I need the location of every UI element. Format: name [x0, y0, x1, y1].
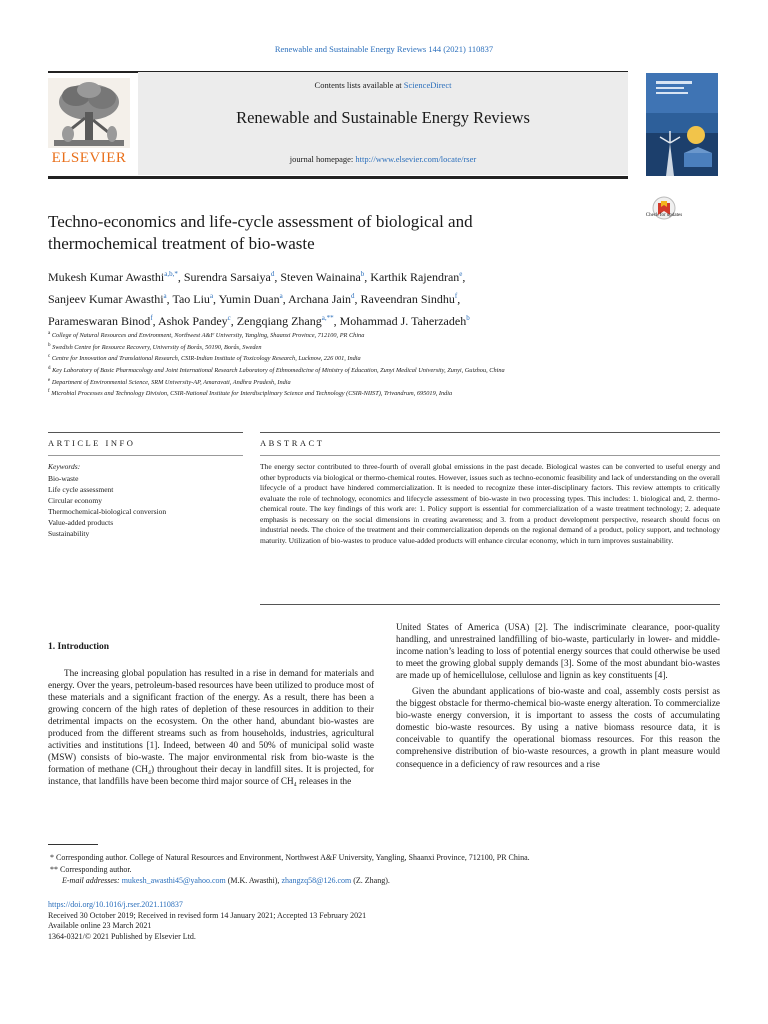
email-label: E-mail addresses:	[62, 876, 120, 885]
keyword-item: Thermochemical-biological conversion	[48, 507, 167, 517]
author-name[interactable]: Sanjeev Kumar Awasthi	[48, 292, 164, 306]
author-affiliation-marker[interactable]: f	[454, 292, 458, 300]
keyword-item: Sustainability	[48, 529, 90, 539]
header-bottom-rule	[48, 176, 628, 179]
affiliation-item	[48, 387, 688, 399]
author-affiliation-marker[interactable]: f	[150, 314, 153, 322]
email-addresses	[50, 875, 730, 887]
corresponding-author-1: * Corresponding author. College of Natural Resources and Environment, Northwest A&F University, Yangling, Shaanxi Province, 712100, PR China.	[50, 853, 530, 862]
article-info-subrule	[48, 455, 243, 456]
article-info-heading: ARTICLE INFO	[48, 438, 136, 448]
email-link-zhang[interactable]: zhangzq58@126.com	[281, 876, 352, 885]
author-affiliation-marker[interactable]: a,b,*	[164, 270, 178, 278]
keywords-label: Keywords:	[48, 462, 81, 471]
intro-paragraph-2: United States of America (USA) [2]. The indiscriminate clearance, poor-quality handling, and unrestrained landfilling of bio-waste, particularly in lower- and middle-income nation’s leading to loss of potential energy sources that could otherwise be used to meet the growing global supply demands [3]. Some of the most abundant bio-wastes are made up of hemicellulose, cellulose and lignin as key constituents [4].	[396, 622, 720, 681]
homepage-link[interactable]: http://www.elsevier.com/locate/rser	[355, 154, 477, 164]
author-affiliation-marker[interactable]: b	[466, 314, 470, 322]
article-title-line-1: Techno-economics and life-cycle assessment of biological and	[48, 212, 473, 231]
author-affiliation-marker[interactable]: d	[270, 270, 275, 278]
author-affiliation-marker[interactable]: a	[209, 292, 214, 300]
journal-cover-thumbnail[interactable]	[646, 73, 718, 176]
intro-right-column	[396, 621, 720, 770]
keyword-list	[48, 473, 166, 540]
author-separator: ,	[166, 292, 173, 306]
publication-metadata	[48, 900, 728, 942]
affiliation-text: Key Laboratory of Basic Pharmacology and Joint International Research Laboratory of Ethnomedicine of Ministry of Education, Zunyi Medical University, Zunyi, Guizhou, China	[52, 367, 505, 375]
affiliation-item	[48, 352, 688, 364]
article-title	[48, 211, 608, 255]
corresponding-author-2: ** Corresponding author.	[50, 864, 132, 874]
author-name[interactable]: Raveendran Sindhu	[360, 292, 455, 306]
keyword-item: Bio-waste	[48, 474, 79, 483]
abstract-rule	[260, 432, 720, 433]
author-affiliation-marker[interactable]: e	[459, 270, 463, 278]
author-separator: ,	[333, 314, 340, 328]
author-line	[48, 309, 678, 331]
affiliation-item	[48, 341, 688, 353]
author-separator: ,	[274, 270, 281, 284]
journal-reference[interactable]: Renewable and Sustainable Energy Reviews 144 (2021) 110837	[274, 44, 494, 54]
affiliation-item	[48, 329, 688, 341]
email-owner-awasthi: (M.K. Awasthi),	[225, 876, 282, 885]
author-name[interactable]: Ashok Pandey	[158, 314, 228, 328]
footnote-rule	[48, 844, 98, 845]
intro-paragraph-1: The increasing global population has resulted in a rise in demand for materials and energy. Over the years, petroleum-based resources have been utilized to produce most of these materials and a significant fraction of the energy. As a result, there has been a growing concern of the high rates of depletion of these resources in addition to their detrimental impacts on the ecosystem. On the other hand, abundant bio-wastes are produced from the different streams such as from households, industries, agricultural activities and institutions [1]. Indeed, between 40 and 50% of municipal solid waste (MSW) consists of bio-waste. The major environmental risk from bio-waste is the formation of methane (CH₄) throughout their decay in landfill sites. It is projected, for instance, that landfills have been become third major source of CH₄ releases in the	[48, 668, 374, 787]
author-separator: ,	[230, 314, 237, 328]
author-name[interactable]: Karthik Rajendran	[370, 270, 460, 284]
sciencedirect-link[interactable]: ScienceDirect	[403, 80, 452, 90]
check-for-updates-label[interactable]: Check for updates	[645, 213, 683, 218]
author-name[interactable]: Surendra Sarsaiya	[183, 270, 271, 284]
affiliation-marker: b	[48, 342, 51, 348]
affiliation-text: College of Natural Resources and Environment, Northwest A&F University, Yangling, Shaanxi Province, 712100, PR China	[51, 332, 365, 340]
author-affiliation-marker[interactable]: d	[351, 292, 355, 300]
author-name[interactable]: Parameswaran Binod	[48, 314, 151, 328]
author-name[interactable]: Tao Liu	[172, 292, 210, 306]
journal-homepage	[138, 154, 628, 164]
affiliation-text: Microbial Processes and Technology Division, CSIR-National Institute for Interdisciplinary Science and Technology (CSIR-NIIST), Trivandrum, 695019, India	[51, 390, 453, 398]
affiliation-text: Centre for Innovation and Translational Research, CSIR-Indian Institute of Toxicology Research, Lucknow, 226 001, India	[51, 355, 361, 363]
article-title-line-2: thermochemical treatment of bio-waste	[48, 234, 315, 253]
affiliation-text: Swedish Centre for Resource Recovery, University of Borås, 50190, Borås, Sweden	[52, 343, 262, 351]
footnotes	[50, 852, 730, 887]
email-link-awasthi[interactable]: mukesh_awasthi45@yahoo.com	[121, 876, 226, 885]
affiliation-list	[48, 329, 688, 399]
keyword-item: Circular economy	[48, 496, 102, 506]
author-separator: ,	[152, 314, 158, 328]
affiliation-item	[48, 364, 688, 376]
author-separator: ,	[354, 292, 361, 306]
author-separator: ,	[282, 292, 289, 306]
author-affiliation-marker[interactable]: a,**	[321, 314, 334, 322]
affiliation-marker: e	[48, 377, 51, 383]
contents-available	[138, 80, 628, 90]
affiliation-marker: f	[48, 389, 50, 395]
author-separator: ,	[364, 270, 371, 284]
affiliation-marker: d	[48, 366, 51, 372]
author-separator: ,	[457, 292, 461, 306]
homepage-label: journal homepage:	[289, 154, 356, 164]
abstract-subrule	[260, 455, 720, 456]
affiliation-marker: a	[48, 331, 51, 336]
keyword-item: Life cycle assessment	[48, 485, 114, 495]
author-separator: ,	[177, 270, 184, 284]
journal-title: Renewable and Sustainable Energy Reviews	[236, 108, 530, 127]
introduction-heading: 1. Introduction	[48, 642, 110, 652]
keyword-item: Value-added products	[48, 518, 114, 528]
affiliation-item	[48, 376, 688, 388]
author-name[interactable]: Steven Wainaina	[280, 270, 361, 284]
doi-link[interactable]: https://doi.org/10.1016/j.rser.2021.110837	[48, 900, 183, 909]
article-info-rule	[48, 432, 243, 433]
copyright: 1364-0321/© 2021 Published by Elsevier Ltd.	[48, 931, 196, 941]
author-name[interactable]: Zengqiang Zhang	[236, 314, 322, 328]
contents-prefix: Contents lists available at	[314, 80, 404, 90]
affiliation-text: Department of Environmental Science, SRM University-AP, Amaravati, Andhra Pradesh, India	[51, 378, 291, 386]
author-affiliation-marker[interactable]: a	[163, 292, 167, 300]
author-name[interactable]: Archana Jain	[288, 292, 352, 306]
intro-left-column	[48, 667, 374, 787]
author-line	[48, 287, 678, 309]
affiliation-marker: c	[48, 354, 51, 360]
author-separator: ,	[213, 292, 219, 306]
publisher-wordmark: ELSEVIER	[51, 150, 127, 166]
abstract-heading: ABSTRACT	[260, 438, 325, 448]
author-separator: ,	[462, 270, 466, 284]
abstract-text: The energy sector contributed to three-fourth of overall global emissions in the past decade. Biological wastes can be converted to useful energy and other byproducts via biological or thermo-chemical routes. However, issues such as techno-economic feasibility and lack of understanding on the overall lifecycle of a product have hindered commercialization. It is needed to recognize these inter-disciplinary factors. This review attempts to critically evaluate the role of technology, economics and lifecycle assessment of bio-waste in two processing types. This includes: 1. biological and, 2. thermo-chemical route. The key findings of this work are: 1. Policy support is essential for commercialization of a waste treatment technology; 2. adequate emphasis is necessary on the social dimensions in creating awareness; and 3. from a product development perspective, research should focus on industrial needs. The choice of the treatment and their commercialization depends on the regional demand of a product, policy support, and technology maturity. Utilization of bio-wastes to produce value-added products will enhance circular economy, which in turn improves sustainability.	[260, 462, 720, 545]
intro-paragraph-3: Given the abundant applications of bio-waste and coal, assembly costs persist as the biggest obstacle for thermo-chemical bio-waste energy alteration. To commercialize bio-waste energy conversion, it is important to assess the costs of accumulating domestic bio-waste resources. By using a native biomass resource data, it is conceivable to quantify the operational biomass resources. For this reason the comprehensive distribution of bio-waste resources, a growth in plant measure would consequence in a deficiency of raw resources and a rise	[396, 686, 720, 769]
author-name[interactable]: Mohammad J. Taherzadeh	[339, 314, 467, 328]
author-name[interactable]: Yumin Duan	[218, 292, 280, 306]
email-owner-zhang: (Z. Zhang).	[351, 876, 390, 885]
abstract-bottom-rule	[260, 604, 720, 605]
author-affiliation-marker[interactable]: c	[227, 314, 231, 322]
author-line	[48, 265, 678, 287]
author-affiliation-marker[interactable]: b	[360, 270, 365, 278]
author-affiliation-marker[interactable]: a	[279, 292, 283, 300]
author-list	[48, 265, 678, 331]
available-online: Available online 23 March 2021	[48, 921, 152, 930]
author-name[interactable]: Mukesh Kumar Awasthi	[48, 270, 165, 284]
received-dates: Received 30 October 2019; Received in revised form 14 January 2021; Accepted 13 February 2021	[48, 910, 367, 920]
